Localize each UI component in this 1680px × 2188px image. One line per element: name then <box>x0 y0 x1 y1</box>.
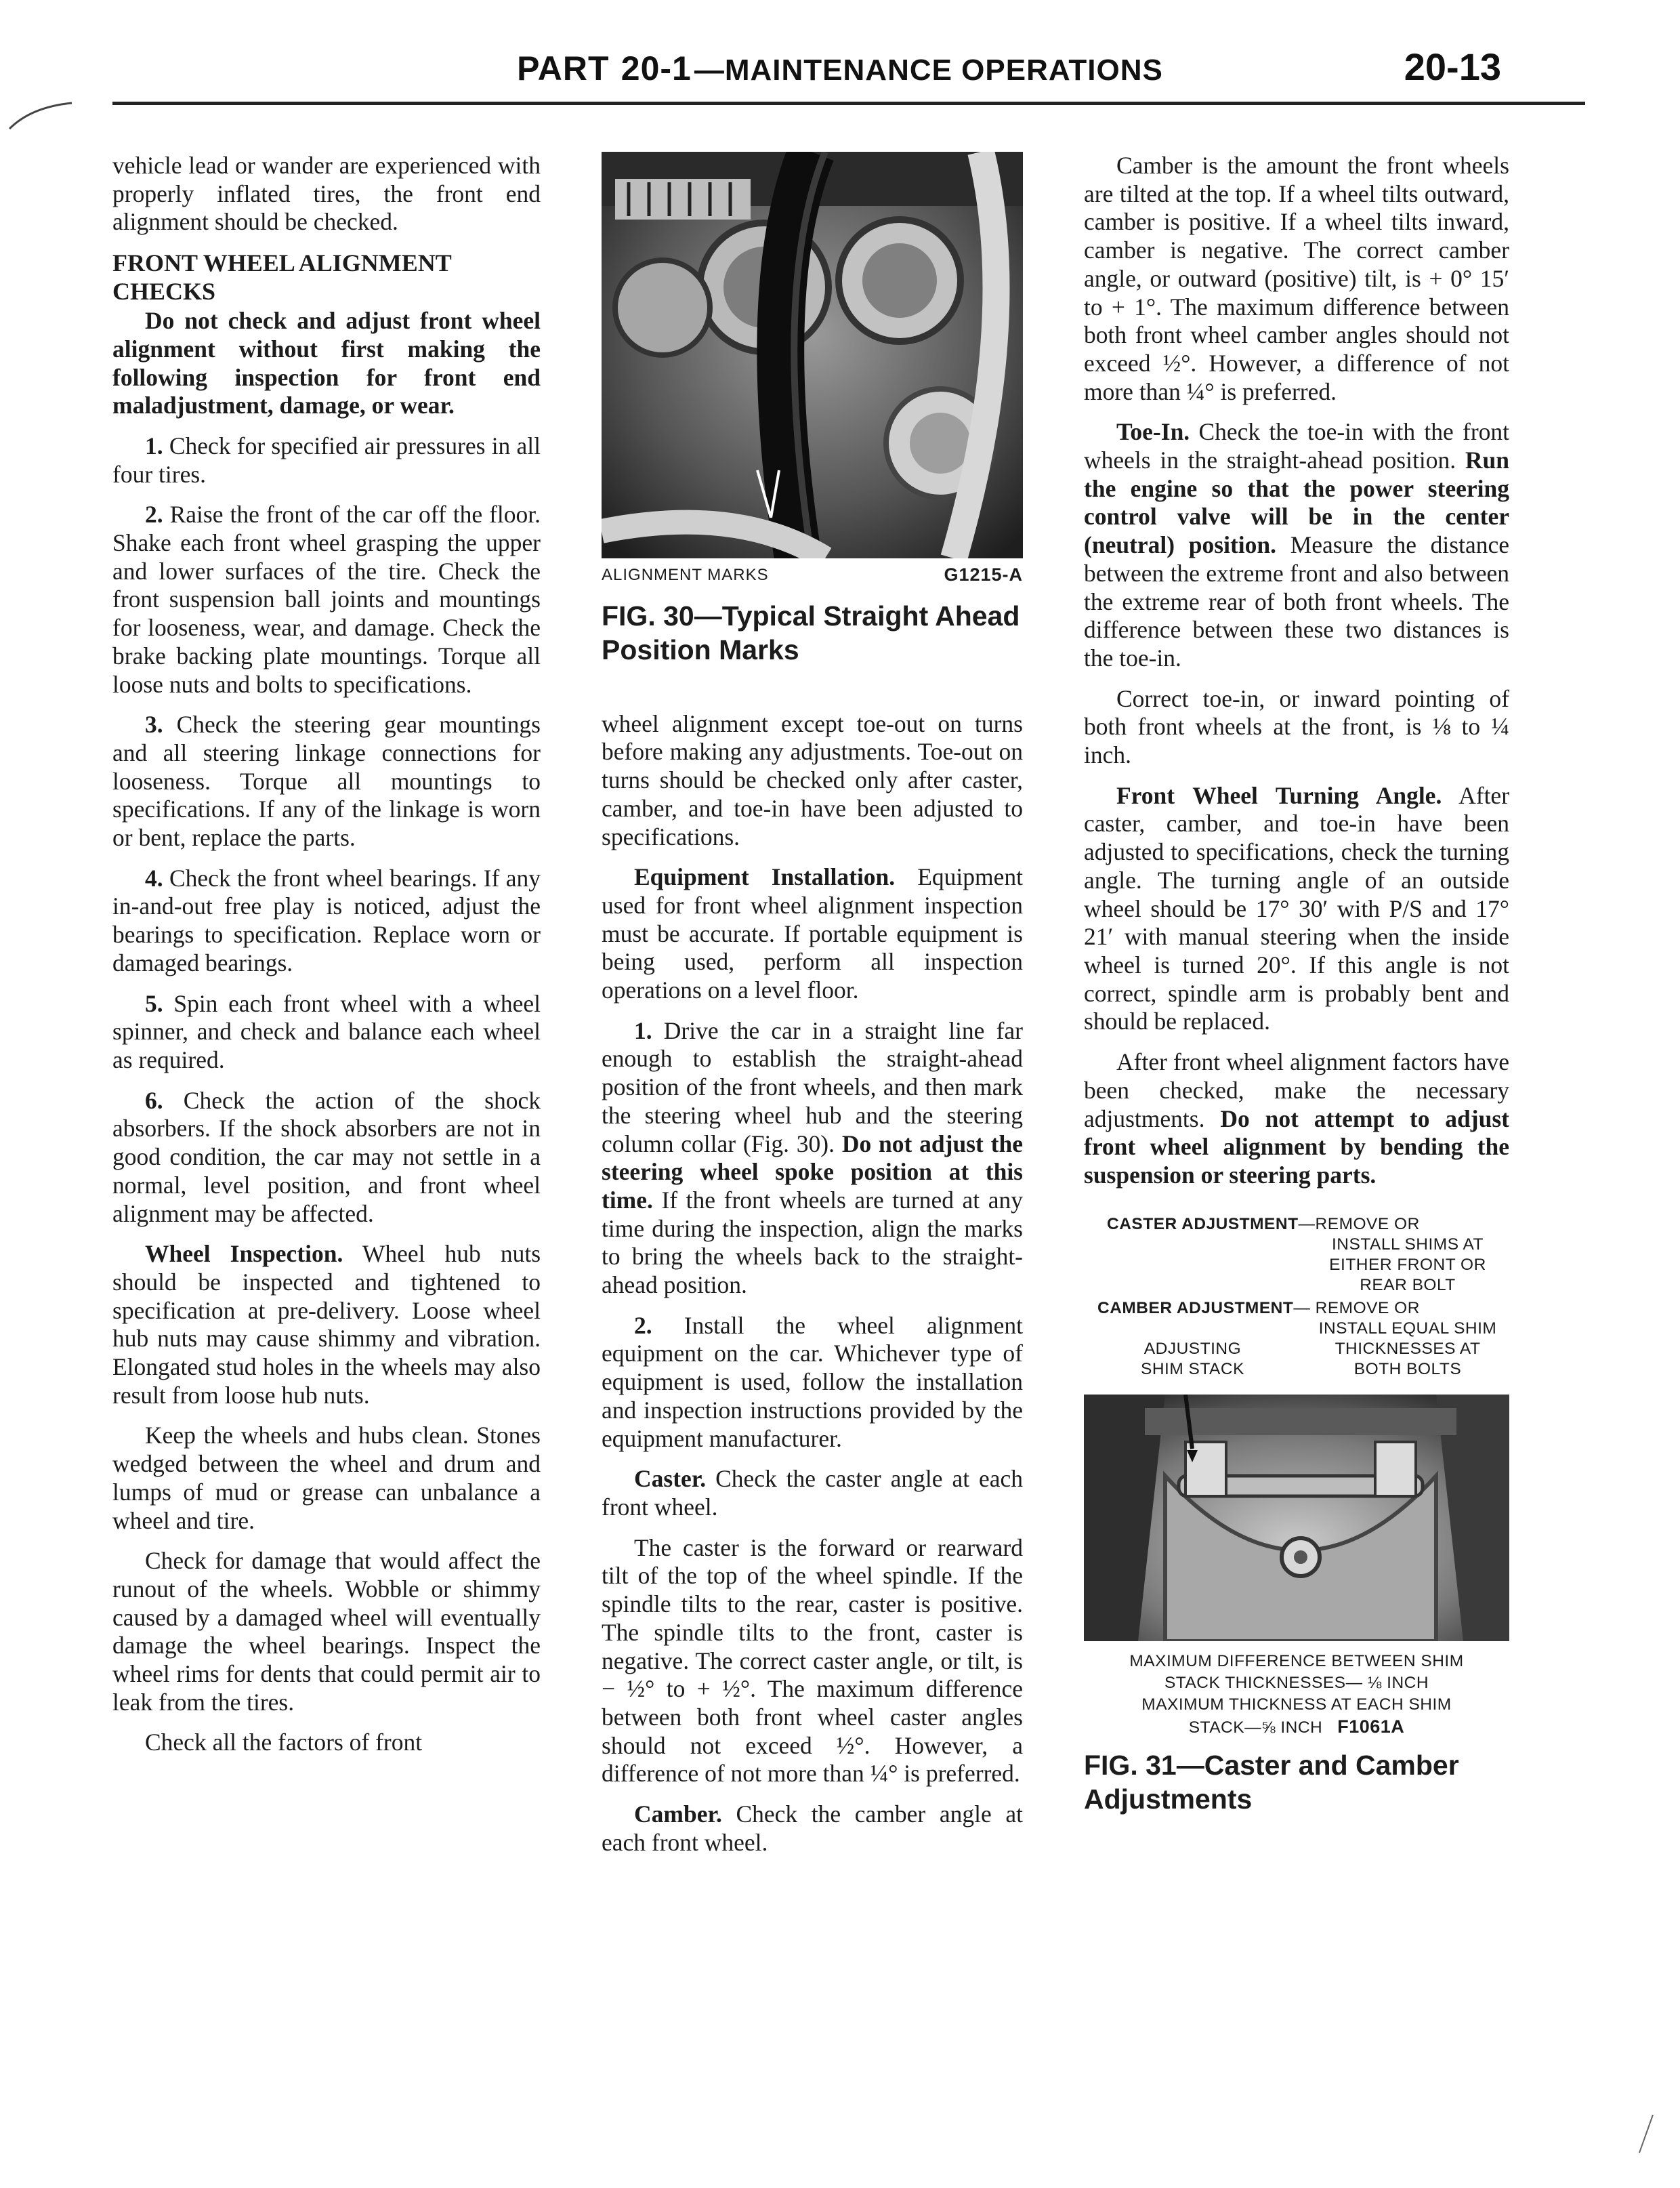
item-text: Check the steering gear mountings and all steering linkage connections for looseness. Torque all mountings to specifications. If any of the linkage is worn or bent, replace the parts. <box>112 711 541 852</box>
page-number: 20-13 <box>1404 45 1501 88</box>
page-header <box>0 35 1680 110</box>
section-heading: FRONT WHEEL ALIGNMENT CHECKS <box>112 249 452 306</box>
paragraph-text: After caster, camber, and toe-in have been adjusted to specifications, check the turning angle. The turning angle of an outside wheel should be 17° 30′ with P/S and 17° 21′ with manual steering when the inside wheel is turned 20°. If this angle is not correct, spindle arm is probably bent and should be replaced. <box>1084 781 1510 1035</box>
adjusting-label-line: SHIM STACK <box>1141 1359 1244 1378</box>
list-item-6 <box>112 1087 541 1229</box>
item-text: Check for specified air pressures in all four tires. <box>112 432 541 488</box>
camber-label: CAMBER ADJUSTMENT <box>1097 1298 1294 1317</box>
warning-paragraph: Do not check and adjust front wheel alignment without first making the following inspection for front end maladjustment, damage, or wear. <box>112 307 541 419</box>
column-right <box>1084 152 1509 1816</box>
run-in-heading: Front Wheel Turning Angle. <box>1116 781 1442 809</box>
steering-wheel-photo <box>602 152 1023 558</box>
item-text: Check the action of the shock absorbers. If the shock absorbers are not in good condition, the car may not settle in a normal, level position, and front wheel alignment may be affected. <box>112 1086 541 1227</box>
part-label: PART <box>517 49 610 87</box>
paragraph-text-after: Measure the distance between the extreme front and also between the extreme rear of both front wheels. The difference between these two distances is the toe-in. <box>1084 531 1509 672</box>
column-middle <box>602 152 1023 1869</box>
step-bold-text: Do not adjust the steering wheel spoke position at this time. <box>602 1130 1023 1214</box>
figure-31-note-line: STACK THICKNESSES— ⅛ INCH <box>1164 1673 1429 1692</box>
paragraph: Camber is the amount the front wheels are tilted at the top. If a wheel tilts outward, camber is positive. If a wheel tilts inward, camber is negative. The correct camber angle, or outward (positive) tilt, is + 0° 15′ to + 1°. The maximum difference between both front wheel camber angles should not exceed ½°. However, a difference of not more than ¼° is preferred. <box>1084 152 1509 405</box>
run-in-heading: Caster. <box>634 1465 707 1493</box>
adjusting-label-line: ADJUSTING <box>1143 1339 1242 1358</box>
paragraph: Check all the factors of front <box>145 1729 423 1756</box>
paragraph-text: Check the caster angle at each front wheel. <box>602 1465 1023 1521</box>
paragraph: wheel alignment except toe-out on turns before making any adjustments. Toe-out on turns should be checked only after caster, camber, and toe-in have been adjusted to specifications. <box>602 709 1023 850</box>
step-text: Install the wheel alignment equipment on the car. Whichever type of equipment is used, follow the installation and inspection instructions provided by the equipment manufacturer. <box>602 1311 1023 1452</box>
caster-note-block <box>1306 1235 1509 1296</box>
item-number: 1. <box>145 432 163 459</box>
run-in-heading: Toe-In. <box>1116 418 1190 446</box>
paragraph: vehicle lead or wander are experienced with properly inflated tires, the front end alignment should be checked. <box>112 152 541 236</box>
item-number: 1. <box>634 1016 652 1044</box>
list-item-2 <box>112 501 541 699</box>
paragraph: Check for damage that would affect the runout of the wheels. Wobble or shimmy caused by a damaged wheel will eventually damage the wheel bearings. Inspect the wheel rims for dents that could permit air to leak from the tires. <box>112 1547 541 1716</box>
figure-31-caption: FIG. 31—Caster and Camber Adjustments <box>1084 1749 1459 1815</box>
equipment-paragraph <box>602 863 1023 1005</box>
camber-note-line: BOTH BOLTS <box>1353 1359 1462 1378</box>
run-in-heading: Camber. <box>634 1800 722 1828</box>
item-text: Check the front wheel bearings. If any in-and-out free play is noticed, adjust the bearings to specification. Replace worn or damaged bearings. <box>112 864 541 976</box>
figure-30-callout: ALIGNMENT MARKS <box>602 566 769 584</box>
list-item-4 <box>112 865 541 978</box>
figure-31-note-line: MAXIMUM DIFFERENCE BETWEEN SHIM <box>1129 1651 1464 1670</box>
figure-31-callouts <box>1084 1214 1509 1395</box>
paragraph: Correct toe-in, or inward pointing of both front wheels at the front, is ⅛ to ¼ inch. <box>1084 684 1509 769</box>
edge-tick-mark <box>1635 2113 1656 2154</box>
after-paragraph <box>1084 1048 1509 1190</box>
figure-31-note-line: STACK—⅝ INCH <box>1188 1718 1323 1737</box>
header-rule <box>112 102 1585 105</box>
camber-note-line: INSTALL EQUAL SHIM <box>1318 1319 1497 1338</box>
camber-paragraph <box>602 1800 1023 1857</box>
bold-text: Run the engine so that the power steering control valve will be in the center (neutral) position. <box>1084 447 1509 559</box>
figure-31-note-line: MAXIMUM THICKNESS AT EACH SHIM <box>1141 1695 1452 1714</box>
bold-text: Do not attempt to adjust front wheel alignment by bending the suspension or steering parts. <box>1084 1105 1510 1189</box>
caster-note-line: REAR BOLT <box>1360 1275 1456 1294</box>
suspension-photo <box>1084 1395 1509 1641</box>
paragraph-text: Wheel hub nuts should be inspected and tightened to specification at pre-delivery. Loose wheel hub nuts may cause shimmy and vibration. Elongated stud holes in the wheels may also result from loose hub nuts. <box>112 1240 541 1409</box>
adjusting-shim-stack-label <box>1141 1339 1244 1380</box>
figure-30 <box>602 152 1023 667</box>
part-number: 20-1 <box>621 49 692 87</box>
item-number: 6. <box>145 1086 163 1114</box>
item-number: 2. <box>145 501 163 529</box>
toein-paragraph <box>1084 418 1509 672</box>
step-text-after: If the front wheels are turned at any time during the inspection, align the marks to bring the wheels back to the straight-ahead position. <box>602 1186 1023 1299</box>
step-text: Drive the car in a straight line far enough to establish the straight-ahead position of the front wheels, and then mark the steering wheel hub and the steering column collar (Fig. 30). <box>602 1016 1023 1157</box>
section-title: —MAINTENANCE OPERATIONS <box>694 54 1163 87</box>
run-in-heading: Wheel Inspection. <box>145 1240 343 1268</box>
camber-adjustment-label <box>1097 1298 1420 1319</box>
column-left <box>112 152 541 1769</box>
caster-adjustment-label <box>1107 1214 1420 1235</box>
paragraph-text: Check the toe-in with the front wheels in the straight-ahead position. <box>1084 418 1510 474</box>
item-number: 4. <box>145 864 163 892</box>
item-text: Raise the front of the car off the floor. Shake each front wheel grasping the upper and lower surfaces of the tire. Check the front suspension ball joints and mountings for looseness, wear, and damage. Check the brake backing plate mountings. Torque all loose nuts and bolts to specifications. <box>112 501 541 698</box>
item-number: 2. <box>634 1311 652 1339</box>
item-text: Spin each front wheel with a wheel spinner, and check and balance each wheel as required. <box>112 989 541 1073</box>
step-2 <box>602 1312 1023 1453</box>
figure-31-notes <box>1084 1651 1509 1739</box>
camber-note: — REMOVE OR <box>1293 1298 1420 1317</box>
figure-31 <box>1084 1214 1509 1816</box>
paragraph-text: Equipment used for front wheel alignment inspection must be accurate. If portable equipment is being used, perform all inspection operations on a level floor. <box>602 863 1024 1004</box>
step-1 <box>602 1017 1023 1300</box>
caster-note-line: INSTALL SHIMS AT <box>1331 1235 1484 1254</box>
paragraph: The caster is the forward or rearward tilt of the top of the wheel spindle. If the spindle tilts to the rear, caster is positive. The spindle tilts to the front, caster is negative. The correct caster angle, or tilt, is − ½° to + ½°. The maximum difference between both front wheel caster angles should not exceed ½°. However, a difference of not more than ¼° is preferred. <box>602 1533 1023 1788</box>
paragraph-text: After front wheel alignment factors have been checked, make the necessary adjustments. <box>1084 1048 1509 1132</box>
wheel-inspection-paragraph <box>112 1240 541 1409</box>
figure-30-caption: FIG. 30—Typical Straight Ahead Position Marks <box>602 600 1020 665</box>
caster-note: —REMOVE OR <box>1298 1214 1420 1233</box>
caster-paragraph <box>602 1465 1023 1521</box>
caster-label: CASTER ADJUSTMENT <box>1107 1214 1299 1233</box>
paragraph: Keep the wheels and hubs clean. Stones wedged between the wheel and drum and lumps of mud or grease can unbalance a wheel and tire. <box>112 1422 541 1534</box>
list-item-5 <box>112 990 541 1075</box>
caster-note-line: EITHER FRONT OR <box>1329 1255 1486 1274</box>
list-item-3 <box>112 711 541 852</box>
run-in-heading: Equipment Installation. <box>634 863 896 891</box>
item-number: 3. <box>145 711 163 739</box>
camber-note-line: THICKNESSES AT <box>1335 1339 1481 1358</box>
figure-31-code: F1061A <box>1337 1716 1405 1737</box>
camber-note-block <box>1306 1319 1509 1380</box>
paragraph-text: Check the camber angle at each front wheel. <box>602 1800 1024 1856</box>
turning-angle-paragraph <box>1084 782 1509 1036</box>
figure-31-note-row <box>1084 1716 1509 1739</box>
list-item-1 <box>112 432 541 489</box>
corner-arc-mark <box>4 102 106 183</box>
item-number: 5. <box>145 989 163 1017</box>
figure-30-code: G1215-A <box>944 564 1023 585</box>
figure-30-tag-row <box>602 561 1023 590</box>
